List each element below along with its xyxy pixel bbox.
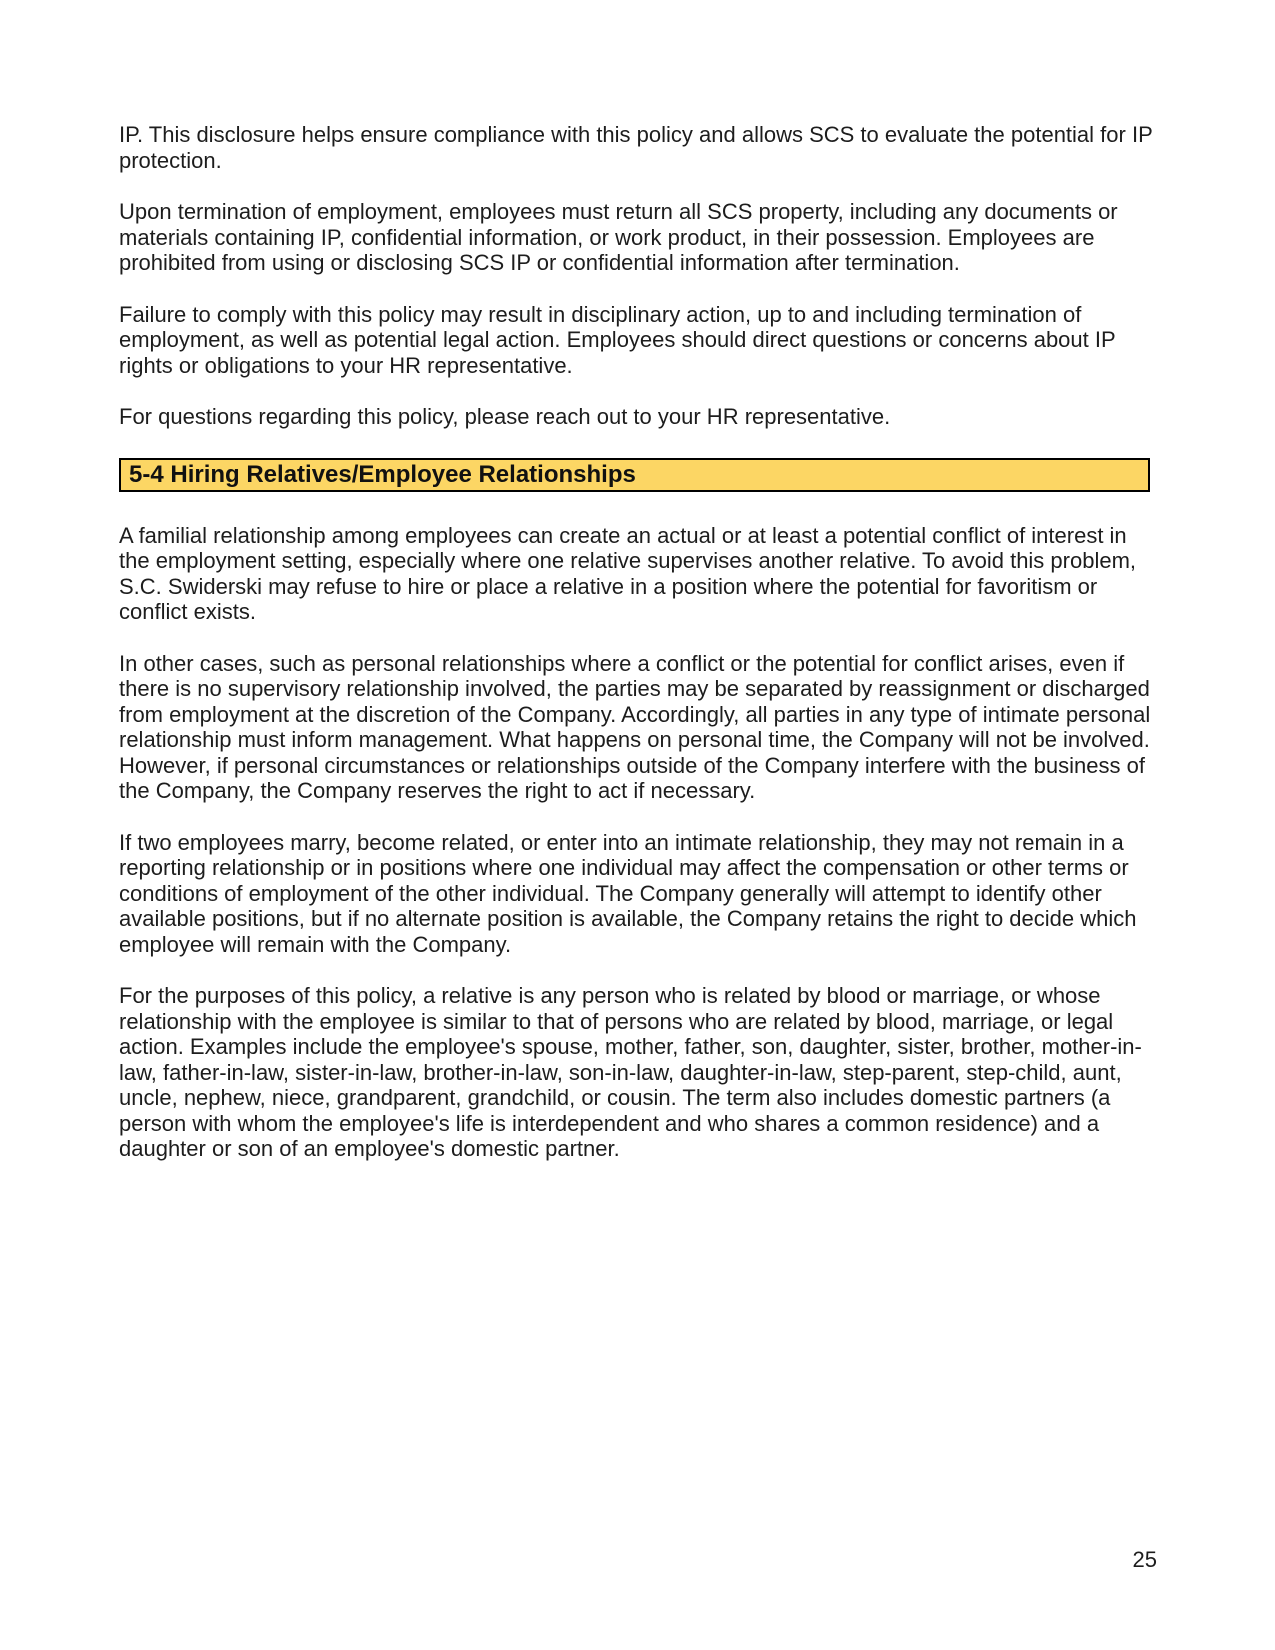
paragraph-questions-hr: For questions regarding this policy, please reach out to your HR representative. [119, 404, 891, 429]
section-heading-hiring-relatives: 5-4 Hiring Relatives/Employee Relationships [119, 458, 1150, 492]
paragraph-termination-return-property: Upon termination of employment, employees must return all SCS property, including any documents or materials containing IP, confidential information, or work product, in their possession. Employees are prohibited from using or disclosing SCS IP or confidential information after termination. [119, 199, 1118, 275]
page-number: 25 [1132, 1547, 1157, 1572]
paragraph-familial-relationship: A familial relationship among employees can create an actual or at least a potential conflict of interest in the employment setting, especially where one relative supervises another relative. To avoid this problem, S.C. Swiderski may refuse to hire or place a relative in a position where the potential for favoritism or conflict exists. [119, 522, 1137, 624]
paragraph-relative-definition: For the purposes of this policy, a relative is any person who is related by blood or marriage, or whose relationship with the employee is similar to that of persons who are related by blood, marriage, or legal action. Examples include the employee's spouse, mother, father, son, daughter, sister, brother, mother-in-law, father-in-law, sister-in-law, brother-in-law, son-in-law, daughter-in-law, step-parent, step-child, aunt, uncle, nephew, niece, grandparent, grandchild, or cousin. The term also includes domestic partners (a person with whom the employee's life is interdependent and who shares a common residence) and a daughter or son of an employee's domestic partner. [119, 983, 1142, 1161]
paragraph-employees-marry: If two employees marry, become related, or enter into an intimate relationship, they may not remain in a reporting relationship or in positions where one individual may affect the compensation or other terms or conditions of employment of the other individual. The Company generally will attempt to identify other available positions, but if no alternate position is available, the Company retains the right to decide which employee will remain with the Company. [119, 829, 1137, 957]
paragraph-failure-to-comply: Failure to comply with this policy may result in disciplinary action, up to and including termination of employment, as well as potential legal action. Employees should direct questions or concerns about IP rights or obligations to your HR representative. [119, 301, 1116, 378]
paragraph-ip-disclosure: IP. This disclosure helps ensure compliance with this policy and allows SCS to evaluate the potential for IP protection. [119, 122, 1153, 173]
paragraph-other-cases: In other cases, such as personal relationships where a conflict or the potential for conflict arises, even if there is no supervisory relationship involved, the parties may be separated by reassignment or discharged from employment at the discretion of the Company. Accordingly, all parties in any type of intimate personal relationship must inform management. What happens on personal time, the Company will not be involved. However, if personal circumstances or relationships outside of the Company interfere with the business of the Company, the Company reserves the right to act if necessary. [119, 650, 1151, 803]
document-content [119, 122, 1157, 1188]
